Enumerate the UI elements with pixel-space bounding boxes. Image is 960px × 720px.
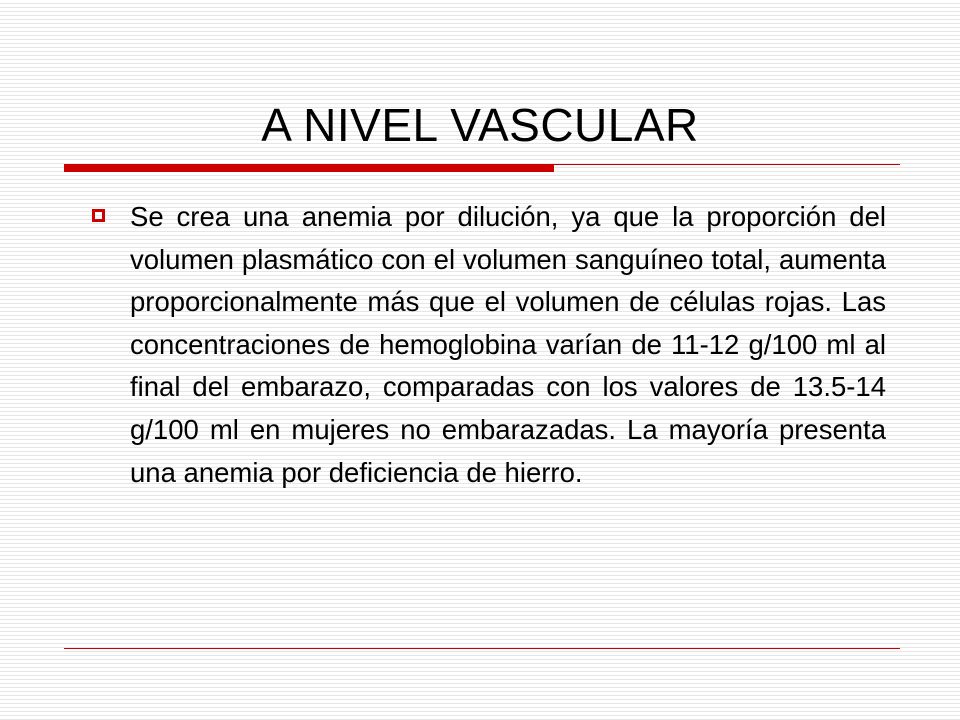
bottom-divider — [64, 648, 900, 649]
title-underline-thin — [554, 164, 900, 165]
title-underline-thick — [64, 164, 554, 172]
slide-title: A NIVEL VASCULAR — [261, 99, 699, 151]
bullet-paragraph: Se crea una anemia por dilución, ya que la proporción del volumen plasmático con el volumen sanguíneo total, aumenta proporcionalmente más que el volumen de células rojas. Las concentraciones de hemoglobina varían de 11-12 g/100 ml al final del embarazo, comparadas con los valores de 13.5-14 g/100 ml en mujeres no embarazadas. La mayoría presenta una anemia por deficiencia de hierro. — [130, 201, 886, 488]
hollow-square-bullet-icon — [92, 209, 105, 222]
